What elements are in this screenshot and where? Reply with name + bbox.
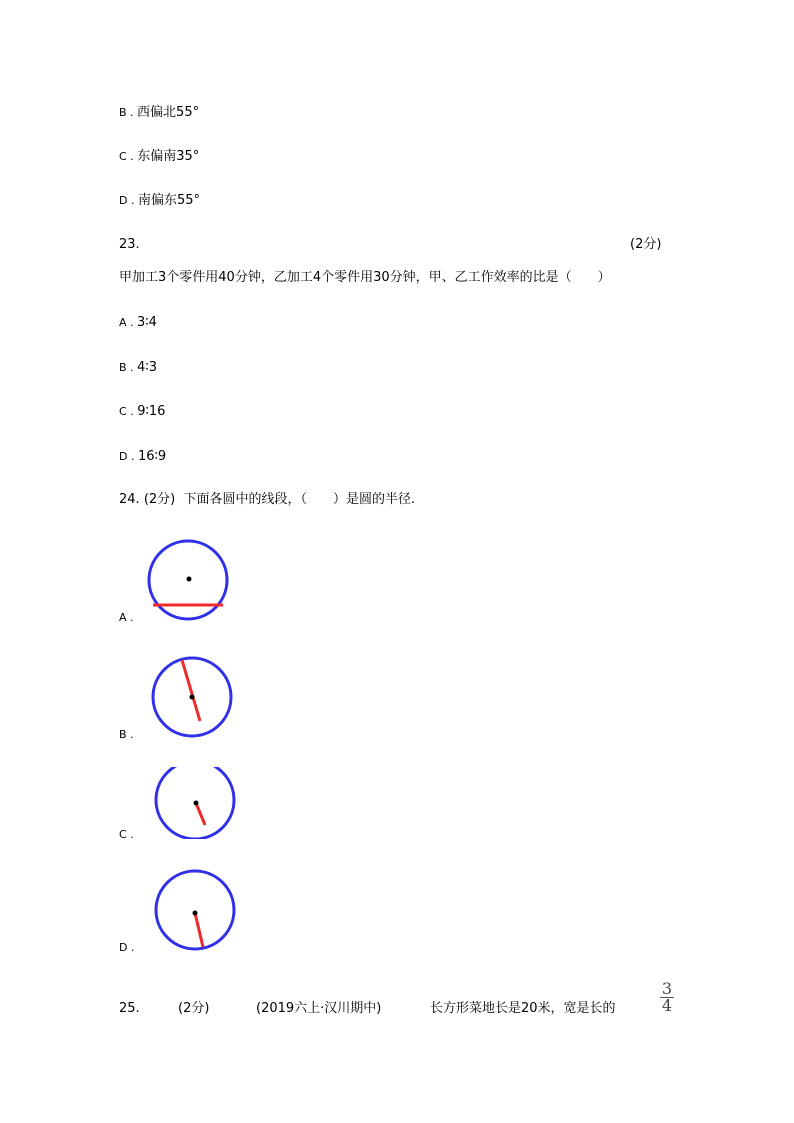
radius-segment (195, 913, 203, 947)
option-letter: A (119, 611, 127, 624)
center-dot (194, 801, 199, 806)
q24-figure-d (152, 868, 242, 954)
q25-number: 25. (119, 1001, 140, 1016)
q23-option-b (119, 360, 157, 376)
center-dot (187, 577, 192, 582)
option-text: 9∶16 (137, 404, 166, 419)
option-letter: B (119, 106, 127, 119)
option-text: 16∶9 (137, 449, 167, 464)
option-sep: . (126, 316, 138, 329)
diameter-segment (182, 660, 200, 721)
option-text: 东偏南35° (137, 149, 200, 164)
q24-figure-c (154, 767, 236, 839)
option-b-prev (119, 105, 199, 121)
option-letter: A (119, 316, 127, 329)
option-text: 3∶4 (137, 315, 157, 330)
q23-score: (2分) (630, 237, 662, 252)
q25-stem: 长方形菜地长是20米，宽是长的 (430, 1001, 616, 1016)
option-letter: C (119, 150, 127, 163)
q23-option-a (119, 315, 157, 331)
q24-option-a-label (119, 610, 134, 626)
q25-source: (2019六上·汉川期中) (256, 1001, 382, 1016)
option-sep: . (126, 728, 134, 741)
option-sep: . (127, 941, 135, 954)
option-letter: B (119, 728, 127, 741)
option-letter: C (119, 405, 127, 418)
option-sep: . (126, 405, 138, 418)
q24-number: 24. (119, 492, 140, 507)
q23-stem: 甲加工3个零件用40分钟，乙加工4个零件用30分钟，甲、乙工作效率的比是（ ） (119, 270, 611, 285)
q24-figure-a (144, 538, 234, 628)
option-text: 西偏北55° (137, 105, 200, 120)
option-text: 4∶3 (137, 360, 157, 375)
q24-stem: 下面各圆中的线段，（ ）是圆的半径. (183, 492, 416, 507)
q24-score: (2分) (143, 492, 176, 507)
option-c-prev (119, 149, 199, 165)
q24-option-c-label (119, 827, 134, 843)
option-sep: . (126, 828, 134, 841)
q23-option-c (119, 404, 165, 420)
center-dot (193, 911, 198, 916)
fraction-numerator: 3 (661, 979, 673, 998)
q24-option-b-label (119, 727, 134, 743)
option-sep: . (126, 611, 134, 624)
option-letter: D (119, 450, 128, 463)
q25-fraction (660, 979, 674, 1015)
circle-d (156, 871, 234, 949)
option-letter: D (119, 941, 128, 954)
q23-number: 23. (119, 237, 140, 252)
option-sep: . (126, 150, 138, 163)
option-sep: . (127, 194, 138, 207)
q24-figure-b (148, 654, 238, 744)
option-sep: . (127, 450, 138, 463)
q24-option-d-label (119, 940, 134, 956)
q25-score: (2分) (178, 1001, 210, 1016)
option-letter: B (119, 361, 127, 374)
option-sep: . (126, 106, 138, 119)
option-letter: D (119, 194, 128, 207)
q23-option-d (119, 449, 166, 465)
short-segment (196, 803, 205, 825)
option-d-prev (119, 193, 200, 209)
q24-header (119, 492, 415, 508)
option-letter: C (119, 828, 127, 841)
center-dot (190, 695, 195, 700)
option-text: 南偏东55° (137, 193, 201, 208)
fraction-denominator: 4 (661, 996, 673, 1015)
option-sep: . (126, 361, 138, 374)
